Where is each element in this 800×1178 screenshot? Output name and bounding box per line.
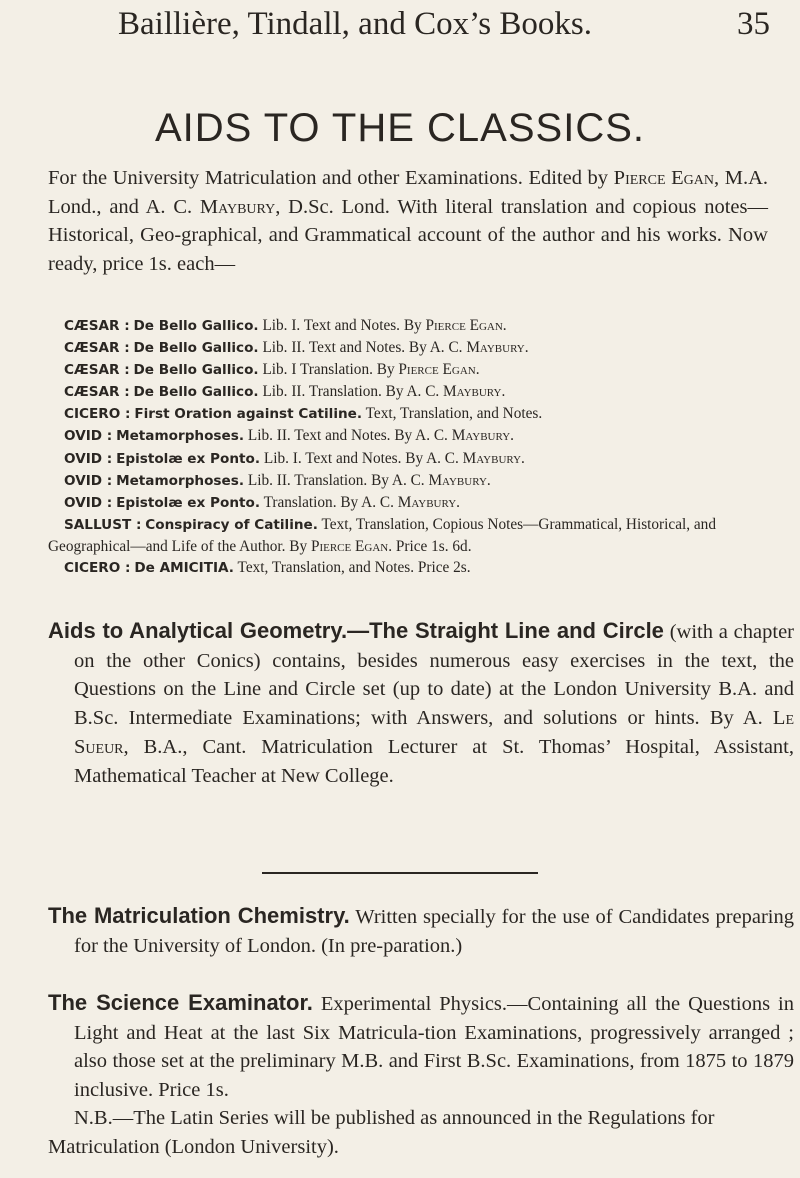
science-heading: The Science Examinator. — [48, 990, 313, 1015]
book-detail: Lib. II. Text and Notes. By A. C. — [262, 339, 467, 357]
page-number: 35 — [737, 6, 770, 42]
book-author: CÆSAR : — [64, 362, 130, 379]
book-editor: Maybury. — [462, 449, 525, 467]
running-head-title: Baillière, Tindall, and Cox’s Books. — [118, 6, 592, 42]
book-detail: Text, Translation, Copious Notes—Grammatical, Historical, and Geographical—and Life of the Author. By — [48, 515, 716, 555]
book-list — [48, 315, 770, 579]
book-detail: Translation. By A. C. — [263, 493, 398, 511]
geometry-entry — [48, 617, 794, 790]
book-author: SALLUST : — [64, 516, 142, 533]
book-detail: Lib. II. Translation. By A. C. — [262, 383, 444, 401]
book-title: Metamorphoses. — [116, 428, 245, 445]
book-title: De Bello Gallico. — [133, 384, 259, 401]
book-entry-sallust — [48, 514, 770, 557]
geometry-text-2: , B.A., Cant. Matriculation Lecturer at St. Thomas’ Hospital, Assistant, Mathematical Teacher at New College. — [74, 735, 794, 787]
book-author: OVID : — [64, 494, 113, 511]
book-detail: Lib. I Translation. By — [262, 361, 399, 379]
intro-text-3: , D.Sc. Lond. With literal translation and copious notes—Historical, Geo-graphical, and Grammatical account of the author and his works. Now ready, price 1s. each— — [48, 195, 768, 275]
intro-text-1: For the University Matriculation and other Examinations. Edited by — [48, 167, 614, 189]
editor-name-1: Pierce Egan — [613, 167, 714, 189]
nb-note: N.B.—The Latin Series will be published as announced in the Regulations for Matriculation (London University). — [48, 1107, 715, 1158]
book-author: OVID : — [64, 450, 113, 467]
book-title: Conspiracy of Catiline. — [145, 516, 318, 533]
book-title: De AMICITIA. — [134, 560, 234, 577]
book-title: Metamorphoses. — [116, 472, 245, 489]
book-entry — [48, 448, 770, 470]
book-entry — [48, 425, 770, 447]
book-title: De Bello Gallico. — [133, 340, 259, 357]
book-author: CÆSAR : — [64, 340, 130, 357]
divider-rule — [262, 872, 538, 874]
book-detail: Lib. I. Text and Notes. By A. C. — [263, 449, 463, 467]
book-entry — [48, 557, 770, 579]
science-entry — [48, 989, 794, 1105]
book-editor: Maybury. — [451, 427, 514, 445]
book-author: OVID : — [64, 428, 113, 445]
book-editor: Pierce Egan. — [398, 361, 480, 379]
science-text: Experimental Physics.—Containing all the Questions in Light and Heat at the last Six Matricula-tion Examinations, progressively arranged ; also those set at the preliminary M.B. and First B.Sc. Examinations, from 1875 to 1879 inclusive. Price 1s. — [74, 993, 794, 1102]
book-entry — [48, 470, 770, 492]
book-editor: Maybury. — [466, 339, 529, 357]
book-detail: Lib. II. Translation. By A. C. — [247, 471, 429, 489]
book-entry — [48, 315, 770, 337]
book-title: First Oration against Catiline. — [134, 406, 363, 423]
book-detail: Text, Translation, and Notes. — [365, 405, 543, 423]
book-entry — [48, 337, 770, 359]
section-title-classics: AIDS TO THE CLASSICS. — [154, 106, 646, 150]
chemistry-entry — [48, 902, 794, 960]
book-detail: Text, Translation, and Notes. Price 2s. — [237, 559, 471, 577]
book-author: CÆSAR : — [64, 384, 130, 401]
book-title: Epistolæ ex Ponto. — [116, 494, 261, 511]
classics-intro — [48, 164, 768, 278]
book-entry — [48, 359, 770, 381]
intro-text-2: , M.A. Lond., and A. C. — [48, 167, 768, 218]
geometry-author: Le Sueur — [74, 707, 794, 758]
book-editor: Maybury. — [428, 471, 491, 489]
book-author: OVID : — [64, 472, 113, 489]
chemistry-text: Written specially for the use of Candidates preparing for the University of London. (In pre-paration.) — [74, 906, 794, 957]
book-title: De Bello Gallico. — [133, 318, 259, 334]
editor-name-2: Maybury — [199, 195, 276, 218]
book-title: De Bello Gallico. — [133, 362, 259, 379]
book-entry — [48, 492, 770, 514]
book-entry — [48, 403, 770, 425]
book-entry — [48, 381, 770, 403]
book-editor: Pierce Egan. — [425, 317, 507, 334]
book-title: Epistolæ ex Ponto. — [116, 450, 261, 467]
book-price: Price 1s. 6d. — [395, 537, 472, 555]
geometry-heading: Aids to Analytical Geometry.—The Straight Line and Circle — [48, 618, 664, 643]
book-author: CÆSAR : — [64, 318, 130, 334]
book-editor: Maybury. — [443, 383, 506, 401]
book-author: CICERO : — [64, 560, 131, 577]
book-detail: Lib. I. Text and Notes. By — [262, 317, 426, 334]
book-author: CICERO : — [64, 406, 131, 423]
book-editor: Pierce Egan. — [310, 537, 393, 555]
chemistry-heading: The Matriculation Chemistry. — [48, 903, 350, 928]
geometry-text-1: (with a chapter on the other Conics) contains, besides numerous easy exercises in the text, the Questions on the Line and Circle set (up to date) at the London University B.A. and B.Sc. Intermediate Examinations; with Answers, and solutions or hints. By A. — [74, 621, 794, 730]
book-editor: Maybury. — [397, 493, 460, 511]
book-detail: Lib. II. Text and Notes. By A. C. — [247, 427, 452, 445]
